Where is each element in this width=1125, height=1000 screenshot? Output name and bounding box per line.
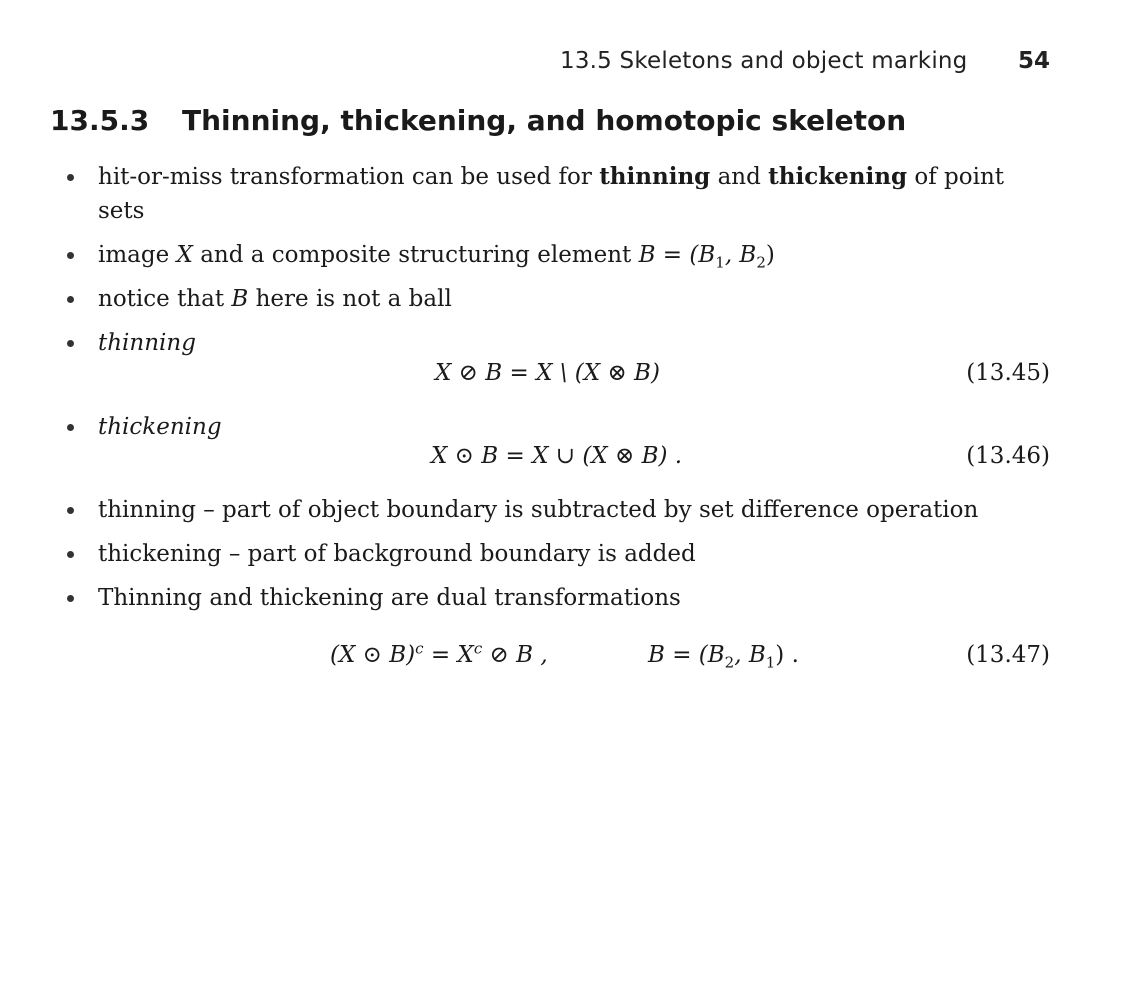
list-item-notice xyxy=(98,282,1053,316)
list-item-text: hit-or-miss transformation can be used for xyxy=(98,164,600,190)
list-item-text: of point sets xyxy=(98,164,1005,224)
equation-13-47-lhs xyxy=(330,639,548,668)
list-item-thinning-desc: thinning – part of object boundary is subtracted by set difference operation xyxy=(98,497,979,523)
list-item-text: here is not a ball xyxy=(248,286,452,312)
bullet-icon xyxy=(64,585,76,613)
page-number: 54 xyxy=(1017,48,1050,74)
equation-number-13-47: (13.47) xyxy=(966,642,1050,668)
math-expr-part: = X xyxy=(423,642,474,668)
math-expr-part: B = (B xyxy=(638,242,716,268)
math-expr-part: ) xyxy=(765,242,775,268)
section-number: 13.5.3 xyxy=(50,104,150,137)
equation-13-45: X ⊘ B = X \ (X ⊗ B) xyxy=(435,360,660,386)
list-item-hit-or-miss xyxy=(98,160,1053,228)
list-item-thickening: thickening xyxy=(98,414,222,440)
math-superscript: c xyxy=(473,639,483,658)
math-expr-part: , B xyxy=(724,242,757,268)
math-subscript: 2 xyxy=(756,253,766,272)
math-expr-part: B = (B xyxy=(648,642,725,668)
list-item-text: and a composite structuring element xyxy=(192,242,639,268)
bullet-icon xyxy=(64,242,76,270)
list-item-duality: Thinning and thickening are dual transformations xyxy=(98,585,681,611)
equation-number-13-45: (13.45) xyxy=(966,360,1050,386)
bullet-icon xyxy=(64,286,76,314)
equation-13-46: X ⊙ B = X ∪ (X ⊗ B) . xyxy=(431,443,683,469)
math-expression xyxy=(638,242,775,272)
math-subscript: 2 xyxy=(724,653,735,672)
term-thickening: thickening xyxy=(768,163,908,190)
list-item-thickening-desc: thickening – part of background boundary is added xyxy=(98,541,696,567)
bullet-icon xyxy=(64,541,76,569)
bullet-icon xyxy=(64,497,76,525)
equation-number-13-46: (13.46) xyxy=(966,443,1050,469)
list-item-thinning: thinning xyxy=(98,330,196,356)
math-var-b: B xyxy=(231,286,249,312)
bullet-icon xyxy=(64,164,76,192)
math-superscript: c xyxy=(415,639,424,658)
list-item-image-composite xyxy=(98,238,1053,272)
math-expr-part: ) . xyxy=(775,642,799,668)
math-subscript: 1 xyxy=(765,653,776,672)
section-heading xyxy=(50,104,1050,137)
math-subscript: 1 xyxy=(715,253,725,272)
math-expr-part: , B xyxy=(734,642,766,668)
equation-13-47-rhs xyxy=(648,642,799,672)
bullet-icon xyxy=(64,330,76,358)
running-header xyxy=(560,48,1050,80)
term-thinning: thinning xyxy=(599,163,711,190)
bullet-icon xyxy=(64,414,76,442)
math-expr-part: (X ⊙ B) xyxy=(330,642,416,668)
list-item-text: notice that xyxy=(98,286,232,312)
math-expr-part: ⊘ B , xyxy=(482,642,548,668)
list-item-text: image xyxy=(98,242,177,268)
running-header-section: 13.5 Skeletons and object marking xyxy=(560,48,968,74)
math-var-x: X xyxy=(176,242,193,268)
section-title: Thinning, thickening, and homotopic skeleton xyxy=(182,104,907,137)
list-item-text: and xyxy=(710,164,769,190)
